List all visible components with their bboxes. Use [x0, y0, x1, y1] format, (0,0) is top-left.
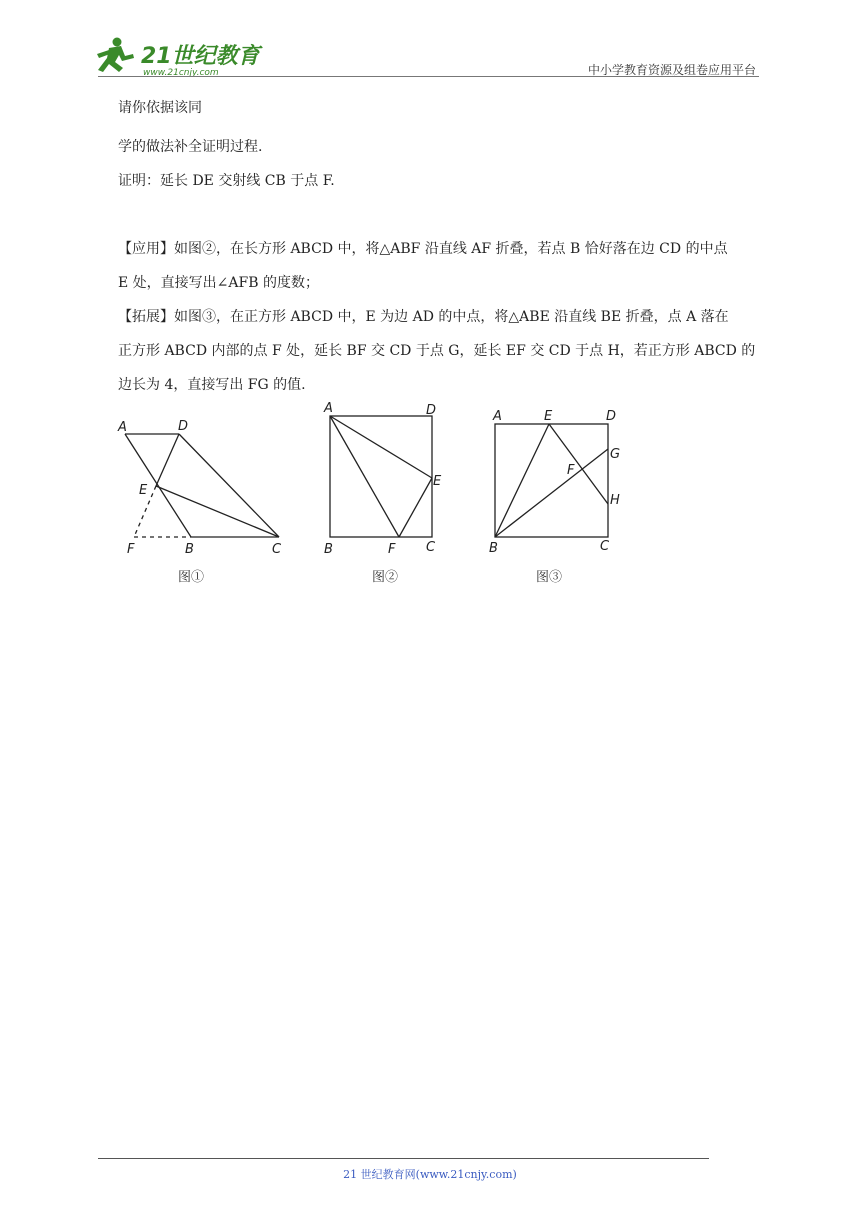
page-header	[0, 0, 860, 80]
point-label: D	[178, 419, 189, 434]
figure-2	[318, 398, 453, 564]
point-label: F	[567, 463, 575, 478]
logo-url: www.21cnjy.com	[143, 68, 219, 78]
point-label: F	[127, 542, 135, 557]
point-label: B	[324, 542, 333, 557]
figure-3	[485, 404, 630, 560]
site-logo[interactable]	[95, 34, 265, 78]
footer-link[interactable]: 21 世纪教育网(www.21cnjy.com)	[343, 1168, 517, 1181]
point-label: E	[544, 409, 553, 424]
text-line: E 处，直接写出∠AFB 的度数；	[118, 275, 319, 291]
text-line: 学的做法补全证明过程.	[118, 139, 263, 155]
point-label: E	[139, 483, 148, 498]
point-label: A	[118, 420, 127, 435]
text-line: 【应用】如图②，在长方形 ABCD 中，将△ABF 沿直线 AF 折叠，若点 B 恰好落在边 CD 的中点	[118, 241, 728, 257]
text-line: 【拓展】如图③，在正方形 ABCD 中，E 为边 AD 的中点，将△ABE 沿直线 BE 折叠，点 A 落在	[118, 309, 729, 325]
figure-1	[115, 412, 290, 564]
text-line: 边长为 4，直接写出 FG 的值.	[118, 377, 306, 393]
point-label: H	[610, 493, 620, 508]
text-line: 证明：延长 DE 交射线 CB 于点 F.	[118, 173, 335, 189]
header-divider	[98, 76, 759, 77]
point-label: F	[388, 542, 396, 557]
footer-divider	[98, 1158, 709, 1159]
figure-1-caption: 图①	[178, 570, 205, 585]
point-label: G	[610, 447, 621, 462]
platform-title: 中小学教育资源及组卷应用平台	[587, 63, 756, 77]
point-label: B	[489, 541, 498, 556]
point-label: C	[272, 542, 282, 557]
point-label: A	[493, 409, 502, 424]
point-label: E	[433, 474, 442, 489]
point-label: A	[324, 401, 333, 416]
point-label: D	[426, 403, 437, 418]
point-label: C	[600, 539, 610, 554]
text-line: 正方形 ABCD 内部的点 F 处，延长 BF 交 CD 于点 G，延长 EF 交 CD 于点 H，若正方形 ABCD 的	[118, 343, 756, 359]
point-label: C	[426, 540, 436, 555]
point-label: B	[185, 542, 194, 557]
figure-2-caption: 图②	[372, 570, 399, 585]
text-line: 请你依据该同	[118, 100, 202, 116]
logo-text: 21世纪教育	[141, 44, 260, 69]
figure-3-caption: 图③	[536, 570, 563, 585]
point-label: D	[606, 409, 617, 424]
